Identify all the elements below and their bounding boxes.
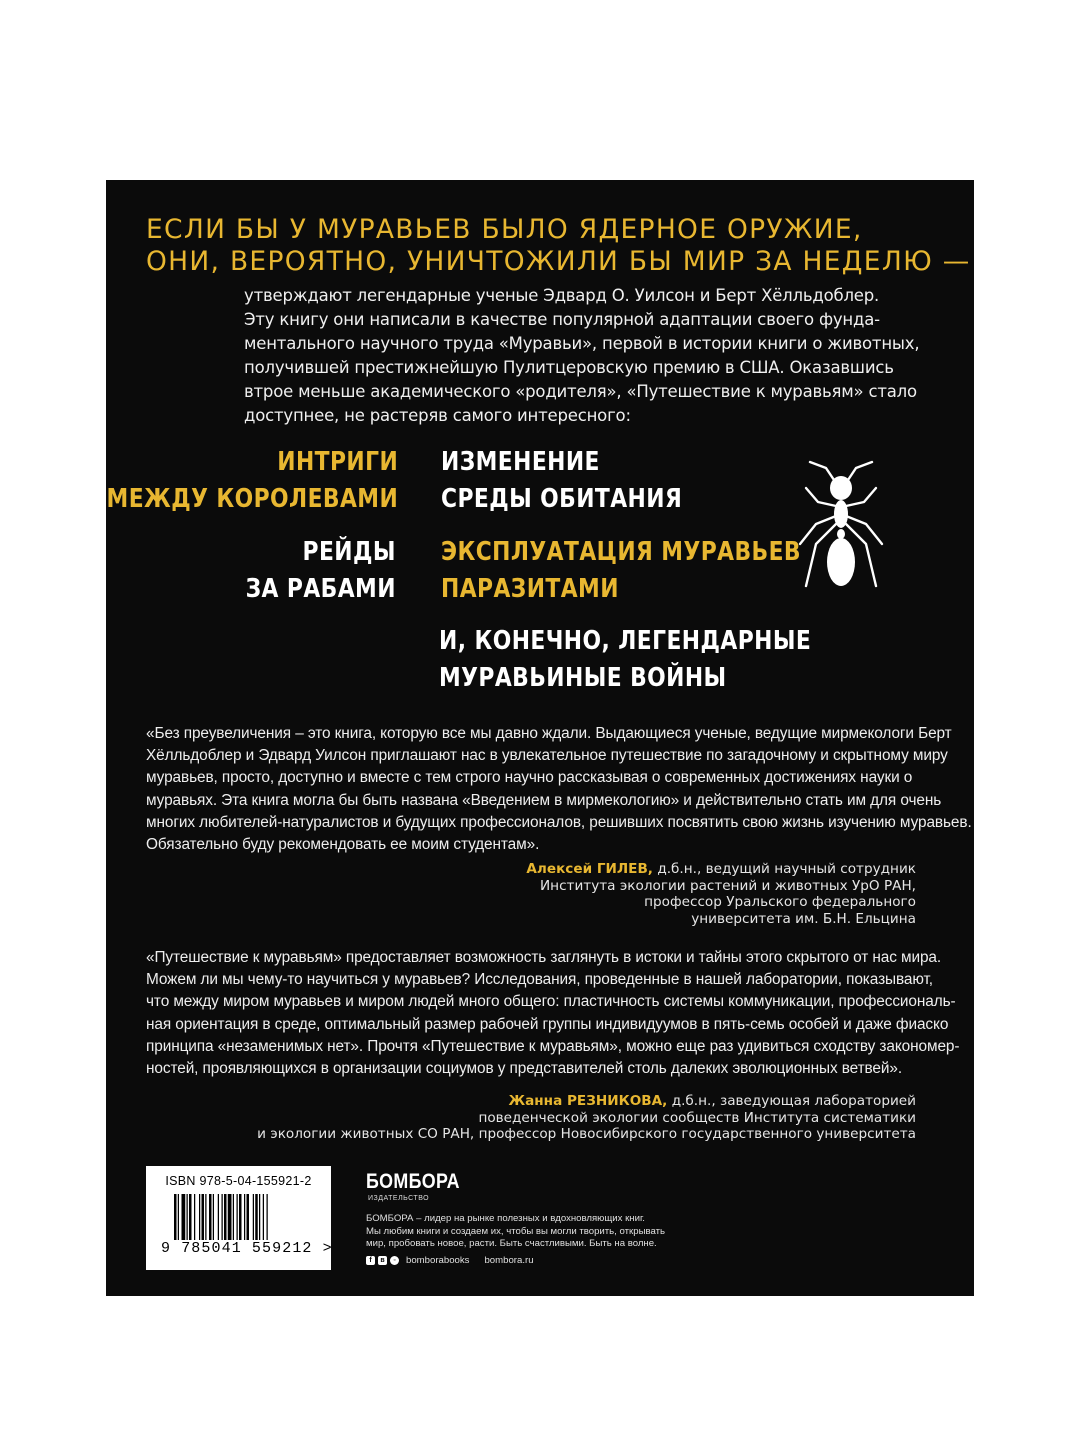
barcode-bar xyxy=(194,1194,195,1240)
quote-gilev-attribution xyxy=(526,861,916,927)
barcode-bar xyxy=(213,1194,214,1240)
quote-line: ностей, проявляющихся в организации социумов у представителей столь далеких эволюционных ветвей». xyxy=(146,1060,903,1078)
quote-line: Обязательно буду рекомендовать ее моим студентам». xyxy=(146,836,540,854)
author-line: профессор Уральского федерального xyxy=(644,894,916,910)
quote-gilev xyxy=(146,723,972,856)
author-line: университета им. Б.Н. Ельцина xyxy=(691,910,916,927)
barcode-bar xyxy=(202,1194,205,1240)
intro-line: доступнее, не растеряв самого интересного: xyxy=(244,406,631,425)
topic-line: ЭКСПЛУАТАЦИЯ МУРАВЬЕВ xyxy=(441,537,801,567)
barcode-bar xyxy=(205,1194,206,1240)
quote-line: «Путешествие к муравьям» предоставляет возможность заглянуть в истоки и тайны этого скрытого от нас мира. xyxy=(146,949,942,966)
author-line: поведенческой экологии сообществ Института систематики xyxy=(478,1109,916,1126)
quote-line: ная ориентация в среде, оптимальный размер рабочей группы индивидуумов в пять-семь особей и даже фиаско xyxy=(146,1015,949,1033)
author-line: Института экологии растений и животных УрО РАН, xyxy=(540,877,916,894)
topic-line: И, КОНЕЧНО, ЛЕГЕНДАРНЫЕ xyxy=(439,626,812,656)
topic-line: ИНТРИГИ xyxy=(277,447,398,477)
barcode-bar xyxy=(199,1194,200,1240)
barcode-bar xyxy=(253,1194,254,1240)
isbn-digits: 9 785041 559212 > xyxy=(161,1240,333,1257)
quote-line: многих любителей-натуралистов и будущих профессионалов, решивших посвятить свою жизнь изучению муравьев. xyxy=(146,813,972,831)
publisher-desc-line: мир, пробовать новое, расти. Быть счастливыми. Быть на волне. xyxy=(366,1238,657,1250)
quote-line: что между миром муравьев и миром людей много общего: пластичность системы коммуникации, профессиональ- xyxy=(146,993,956,1011)
barcode-bar xyxy=(239,1194,242,1240)
author-name: Алексей ГИЛЕВ, xyxy=(526,861,653,877)
intro-line: утверждают легендарные ученые Эдвард О. Уилсон и Берт Хёлльдоблер. xyxy=(244,286,880,305)
barcode-bar xyxy=(263,1194,264,1240)
quote-line: принципа «незаменимых нет». Прочтя «Путешествие к муравьям», можно еще раз удивиться сходству закономер- xyxy=(146,1037,960,1055)
quote-reznikova-attribution xyxy=(257,1093,916,1143)
isbn-label: ISBN 978-5-04-155921-2 xyxy=(165,1174,312,1188)
quote-line: Хёлльдоблер и Эдвард Уилсон приглашают нас в увлекательное путешествие по загадочному и скрытному миру xyxy=(146,747,948,765)
author-name: Жанна РЕЗНИКОВА, xyxy=(508,1093,668,1109)
intro-paragraph xyxy=(244,284,934,428)
barcode-bar xyxy=(222,1194,223,1240)
intro-line: ментального научного труда «Муравьи», первой в истории книги о животных, xyxy=(244,334,920,353)
topic-intrigues xyxy=(106,444,398,518)
intro-line: получившей престижнейшую Пулитцеровскую премию в США. Оказавшись xyxy=(244,358,894,377)
publisher-description xyxy=(366,1213,665,1251)
vk-icon[interactable]: в xyxy=(378,1256,387,1265)
topic-habitat xyxy=(441,444,682,518)
social-handle[interactable]: bomborabooks xyxy=(406,1255,470,1266)
quote-line: муравьев, просто, доступно и вместе с тем строго научно рассказывая о современных достижениях науки о xyxy=(146,769,913,787)
author-line: д.б.н., заведующая лабораторией xyxy=(671,1093,916,1109)
topic-raids xyxy=(246,534,396,608)
topic-line: МУРАВЬИНЫЕ ВОЙНЫ xyxy=(439,663,727,693)
barcode-bar xyxy=(255,1194,258,1240)
intro-line: Эту книгу они написали в качестве популярной адаптации своего фунда- xyxy=(244,310,880,329)
barcode-icon xyxy=(174,1194,304,1240)
topic-parasites xyxy=(441,534,801,608)
barcode-bar xyxy=(189,1194,192,1240)
book-back-cover xyxy=(106,180,974,1296)
publisher-desc-line: БОМБОРА – лидер на рынке полезных и вдохновляющих книг. xyxy=(366,1213,645,1224)
barcode-bar xyxy=(209,1194,212,1240)
barcode-bar xyxy=(182,1194,186,1240)
barcode-bar xyxy=(259,1194,260,1240)
barcode-bar xyxy=(178,1194,179,1240)
topic-line: ЗА РАБАМИ xyxy=(245,574,396,604)
barcode-bar xyxy=(228,1194,232,1240)
barcode-bar xyxy=(233,1194,234,1240)
headline-line: ЕСЛИ БЫ У МУРАВЬЕВ БЫЛО ЯДЕРНОЕ ОРУЖИЕ, xyxy=(146,214,863,245)
barcode-bar xyxy=(244,1194,245,1240)
author-line: д.б.н., ведущий научный сотрудник xyxy=(657,861,916,877)
topic-line: СРЕДЫ ОБИТАНИЯ xyxy=(441,484,683,514)
quote-line: Можем ли мы чему-то научиться у муравьев? Исследования, проведенные в нашей лаборатории, показывают, xyxy=(146,971,933,989)
facebook-icon[interactable]: f xyxy=(366,1256,375,1265)
ant-icon xyxy=(786,458,896,608)
topic-line: РЕЙДЫ xyxy=(302,537,396,567)
author-line: и экологии животных СО РАН, профессор Новосибирского государственного университета xyxy=(257,1126,916,1142)
topic-wars xyxy=(439,623,811,697)
website-link[interactable]: bombora.ru xyxy=(484,1255,534,1266)
barcode-bar xyxy=(247,1194,250,1240)
instagram-icon[interactable]: ◦ xyxy=(390,1256,399,1265)
barcode-bar xyxy=(237,1194,238,1240)
publisher-logo: БОМБОРА xyxy=(366,1170,460,1193)
isbn-barcode-box xyxy=(146,1166,331,1270)
publisher-desc-line: Мы любим книги и создаем их, чтобы вы могли творить, открывать xyxy=(366,1225,665,1237)
headline-line: ОНИ, ВЕРОЯТНО, УНИЧТОЖИЛИ БЫ МИР ЗА НЕДЕЛЮ — xyxy=(146,246,971,277)
barcode-bar xyxy=(187,1194,188,1240)
publisher-subtitle: ИЗДАТЕЛЬСТВО xyxy=(368,1195,430,1202)
quote-line: муравьях. Эта книга могла бы быть названа «Введением в мирмекологию» и действительно стать им для очень xyxy=(146,791,942,809)
quote-reznikova xyxy=(146,947,959,1080)
quote-line: «Без преувеличения – это книга, которую все мы давно ждали. Выдающиеся ученые, ведущие мирмекологи Берт xyxy=(146,725,952,742)
topic-line: ПАРАЗИТАМИ xyxy=(441,574,619,604)
headline xyxy=(146,214,971,278)
intro-line: втрое меньше академического «родителя», «Путешествие к муравьям» стало xyxy=(244,382,917,401)
barcode-bar xyxy=(218,1194,219,1240)
barcode-bar xyxy=(174,1194,177,1240)
topic-line: МЕЖДУ КОРОЛЕВАМИ xyxy=(106,484,398,514)
publisher-social xyxy=(366,1255,534,1266)
topic-line: ИЗМЕНЕНИЕ xyxy=(441,447,600,477)
barcode-bar xyxy=(224,1194,227,1240)
barcode-bar xyxy=(267,1194,268,1240)
